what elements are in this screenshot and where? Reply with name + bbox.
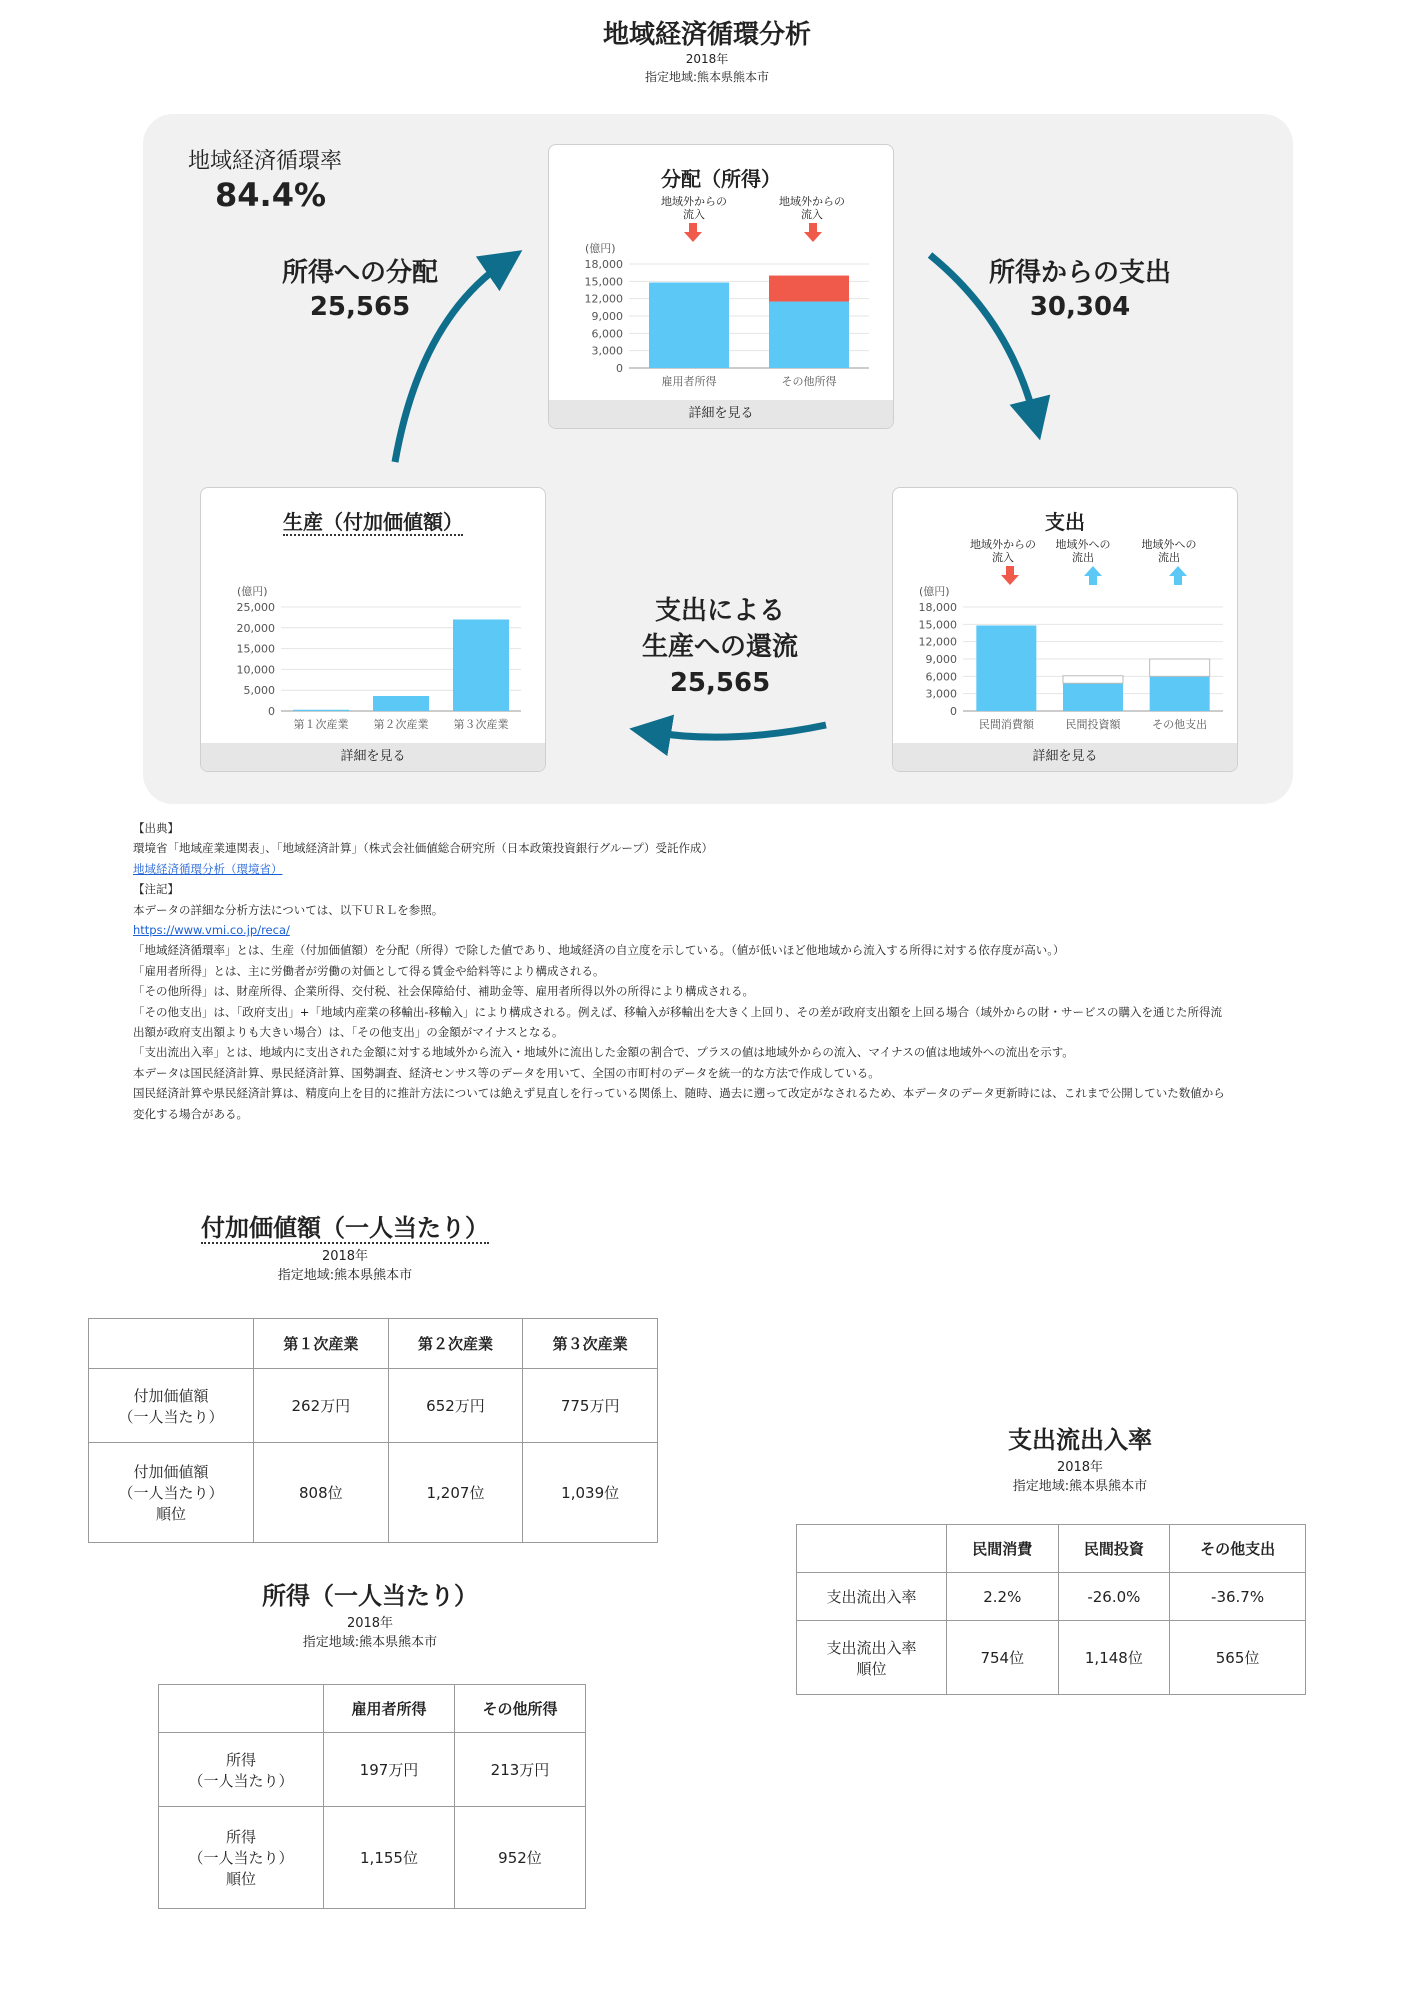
- income-table-title: 所得（一人当たり）: [262, 1582, 478, 1610]
- y-tick-label: 0: [616, 362, 623, 375]
- bar-1-2: [1150, 659, 1210, 676]
- table-corner: [89, 1319, 254, 1369]
- source-text: 環境省「地域産業連関表」、「地域経済計算」（株式会社価値総合研究所（日本政策投資銀行グループ）受託作成）: [133, 841, 713, 856]
- y-axis-label: (億円): [585, 242, 616, 255]
- y-tick-label: 5,000: [243, 684, 275, 698]
- y-tick-label: 18,000: [584, 258, 623, 271]
- table-cell: 197万円: [324, 1733, 455, 1807]
- y-tick-label: 25,000: [236, 601, 275, 614]
- expenditure-label-3: 地域外への 流出: [1141, 538, 1197, 564]
- table-corner: [797, 1525, 947, 1573]
- x-tick-label: 民間消費額: [978, 718, 1034, 731]
- y-tick-label: 3,000: [591, 344, 623, 358]
- x-tick-label: その他支出: [1152, 718, 1208, 731]
- table-header: その他所得: [455, 1685, 586, 1733]
- x-tick-label: その他所得: [781, 375, 837, 388]
- from-income-value: 30,304: [1029, 292, 1131, 322]
- table-cell: 262万円: [254, 1369, 389, 1443]
- y-tick-label: 12,000: [918, 635, 957, 649]
- table-header: その他支出: [1170, 1525, 1306, 1573]
- note-line: 「地域経済循環率」とは、生産（付加価値額）を分配（所得）で除した値であり、地域経済の自立度を示している。（値が低いほど他地域から流入する所得に対する依存度が高い。）: [133, 943, 1065, 958]
- table-cell: 1,155位: [324, 1807, 455, 1909]
- row-label: 支出流出入率 順位: [797, 1621, 947, 1695]
- income-table: [158, 1684, 586, 1909]
- table-cell: 808位: [254, 1443, 389, 1543]
- expenditure-label-2: 地域外への 流出: [1055, 538, 1111, 564]
- to-income-label: 所得への分配: [281, 258, 438, 288]
- x-tick-label: 雇用者所得: [661, 375, 717, 388]
- table-header: 民間消費: [947, 1525, 1059, 1573]
- y-tick-label: 12,000: [584, 292, 623, 306]
- bar-1-1: [1063, 676, 1123, 684]
- table-cell: 1,039位: [523, 1443, 658, 1543]
- flow-table-year: 2018年: [1056, 1460, 1104, 1475]
- inflow-arrow-icon: [1001, 566, 1019, 585]
- notes-section: [133, 818, 1323, 1124]
- table-cell: 2.2%: [947, 1573, 1059, 1621]
- note-line: 変化する場合がある。: [133, 1106, 248, 1121]
- table-cell: -26.0%: [1058, 1573, 1170, 1621]
- income-card[interactable]: [548, 144, 894, 429]
- y-tick-label: 20,000: [236, 621, 275, 635]
- circulation-rate-label: 地域経済循環率: [188, 149, 343, 174]
- y-axis-label: (億円): [237, 585, 268, 598]
- note-line: 出額が政府支出額よりも大きい場合）は、「その他支出」の金額がマイナスとなる。: [133, 1025, 564, 1040]
- table-cell: 952位: [455, 1807, 586, 1909]
- note-line: 国民経済計算や県民経済計算は、精度向上を目的に推計方法については絶えず見直しを行っている関係上、随時、過去に遡って改定がなされるため、本データのデータ更新時には、これまで公開していた数値から: [133, 1086, 1225, 1101]
- table-cell: 754位: [947, 1621, 1059, 1695]
- expenditure-card-title: 支出: [1045, 510, 1085, 534]
- bar-1-1: [769, 276, 849, 302]
- production-card[interactable]: [200, 487, 546, 772]
- expenditure-chart: [893, 488, 1238, 745]
- note-line: 「その他支出」は、「政府支出」+「地域内産業の移輸出-移輸入」により構成される。例えば、移輸入が移輸出を大きく上回り、その差が政府支出額を上回る場合（域外からの財・サービスの購入を通じた所得流: [133, 1004, 1223, 1019]
- header-year: 2018年: [685, 52, 729, 66]
- y-tick-label: 15,000: [918, 618, 957, 632]
- note-heading: 【注記】: [133, 882, 179, 897]
- table-cell: 1,207位: [388, 1443, 523, 1543]
- table-corner: [159, 1685, 324, 1733]
- note-line: 本データの詳細な分析方法については、以下ＵＲＬを参照。: [133, 902, 444, 917]
- income-inflow-label-1: 地域外からの 流入: [661, 195, 727, 221]
- return-value: 25,565: [669, 668, 771, 698]
- table-header: 民間投資: [1058, 1525, 1170, 1573]
- value-added-title: 付加価値額（一人当たり）: [201, 1214, 489, 1242]
- note-line: 「雇用者所得」とは、主に労働者が労働の対価として得る賃金や給料等により構成される。: [133, 963, 605, 978]
- income-card-title: 分配（所得）: [661, 167, 781, 191]
- x-tick-label: 第１次産業: [293, 718, 349, 731]
- source-heading: 【出典】: [133, 821, 179, 835]
- inflow-arrow-icon: [684, 223, 702, 242]
- bar-0-0: [976, 625, 1036, 711]
- y-tick-label: 9,000: [925, 653, 957, 666]
- y-tick-label: 3,000: [925, 687, 957, 701]
- expenditure-card[interactable]: [892, 487, 1238, 772]
- bar-0-0: [293, 710, 349, 711]
- return-label-2: 生産への還流: [641, 632, 798, 662]
- expenditure-detail-button[interactable]: 詳細を見る: [893, 743, 1237, 771]
- y-tick-label: 9,000: [591, 310, 623, 323]
- table-cell: 213万円: [455, 1733, 586, 1807]
- note-line: 「その他所得」は、財産所得、企業所得、交付税、社会保障給付、補助金等、雇用者所得以外の所得により構成される。: [133, 984, 754, 999]
- y-tick-label: 0: [268, 705, 275, 718]
- y-tick-label: 15,000: [236, 642, 275, 656]
- y-axis-label: (億円): [919, 585, 950, 598]
- y-tick-label: 0: [950, 705, 957, 718]
- flow-table-region: 指定地域:熊本県熊本市: [1012, 1479, 1148, 1494]
- production-detail-button[interactable]: 詳細を見る: [201, 743, 545, 771]
- value-added-table: [88, 1318, 658, 1543]
- production-card-title: 生産（付加価値額）: [283, 510, 463, 534]
- outflow-arrow-icon: [1084, 566, 1102, 585]
- bar-0-0: [649, 282, 729, 368]
- table-header: 第１次産業: [254, 1319, 389, 1369]
- y-tick-label: 18,000: [918, 601, 957, 614]
- bar-0-1: [769, 302, 849, 368]
- table-cell: -36.7%: [1170, 1573, 1306, 1621]
- header-region: 指定地域:熊本県熊本市: [644, 70, 770, 84]
- y-tick-label: 6,000: [591, 327, 623, 341]
- note-line: 「支出流出入率」とは、地域内に支出された金額に対する地域外から流入・地域外に流出した金額の割合で、プラスの値は地域外からの流入、マイナスの値は地域外への流出を示す。: [133, 1045, 1074, 1060]
- from-income-label: 所得からの支出: [988, 258, 1171, 288]
- table-header: 第３次産業: [523, 1319, 658, 1369]
- bar-0-1: [373, 696, 429, 711]
- bar-0-2: [1150, 676, 1210, 711]
- income-detail-button[interactable]: 詳細を見る: [549, 400, 893, 428]
- y-tick-label: 15,000: [584, 275, 623, 289]
- to-income-value: 25,565: [309, 292, 411, 322]
- y-tick-label: 6,000: [925, 670, 957, 684]
- source-link[interactable]: 地域経済循環分析（環境省）: [133, 861, 283, 876]
- circulation-rate-value: 84.4%: [215, 176, 327, 214]
- note-line: 本データは国民経済計算、県民経済計算、国勢調査、経済センサス等のデータを用いて、全国の市町村のデータを統一的な方法で作成している。: [133, 1065, 880, 1080]
- arrow-expenditure-to-production: [650, 725, 826, 737]
- x-tick-label: 民間投資額: [1065, 718, 1121, 731]
- bar-0-1: [1063, 683, 1123, 711]
- production-chart: [201, 488, 546, 745]
- outflow-arrow-icon: [1169, 566, 1187, 585]
- row-label: 所得 （一人当たり）: [159, 1733, 324, 1807]
- income-inflow-label-2: 地域外からの 流入: [779, 195, 845, 221]
- value-added-region: 指定地域:熊本県熊本市: [277, 1268, 413, 1283]
- flow-table-title: 支出流出入率: [1008, 1426, 1152, 1454]
- note-url-link[interactable]: https://www.vmi.co.jp/reca/: [133, 923, 290, 938]
- table-cell: 775万円: [523, 1369, 658, 1443]
- x-tick-label: 第２次産業: [373, 718, 429, 731]
- inflow-arrow-icon: [804, 223, 822, 242]
- y-tick-label: 10,000: [236, 663, 275, 677]
- value-added-year: 2018年: [321, 1249, 369, 1264]
- income-table-region: 指定地域:熊本県熊本市: [302, 1635, 438, 1650]
- row-label: 付加価値額 （一人当たり）: [89, 1369, 254, 1443]
- row-label: 支出流出入率: [797, 1573, 947, 1621]
- return-label-1: 支出による: [654, 596, 785, 626]
- row-label: 所得 （一人当たり） 順位: [159, 1807, 324, 1909]
- table-cell: 1,148位: [1058, 1621, 1170, 1695]
- bar-0-2: [453, 619, 509, 711]
- table-header: 第２次産業: [388, 1319, 523, 1369]
- table-cell: 652万円: [388, 1369, 523, 1443]
- table-cell: 565位: [1170, 1621, 1306, 1695]
- table-header: 雇用者所得: [324, 1685, 455, 1733]
- page-title: 地域経済循環分析: [602, 20, 811, 50]
- expenditure-label-1: 地域外からの 流入: [970, 538, 1036, 564]
- x-tick-label: 第３次産業: [453, 718, 509, 731]
- income-table-year: 2018年: [346, 1616, 394, 1631]
- flow-table: [796, 1524, 1306, 1695]
- row-label: 付加価値額 （一人当たり） 順位: [89, 1443, 254, 1543]
- income-chart: [549, 145, 894, 402]
